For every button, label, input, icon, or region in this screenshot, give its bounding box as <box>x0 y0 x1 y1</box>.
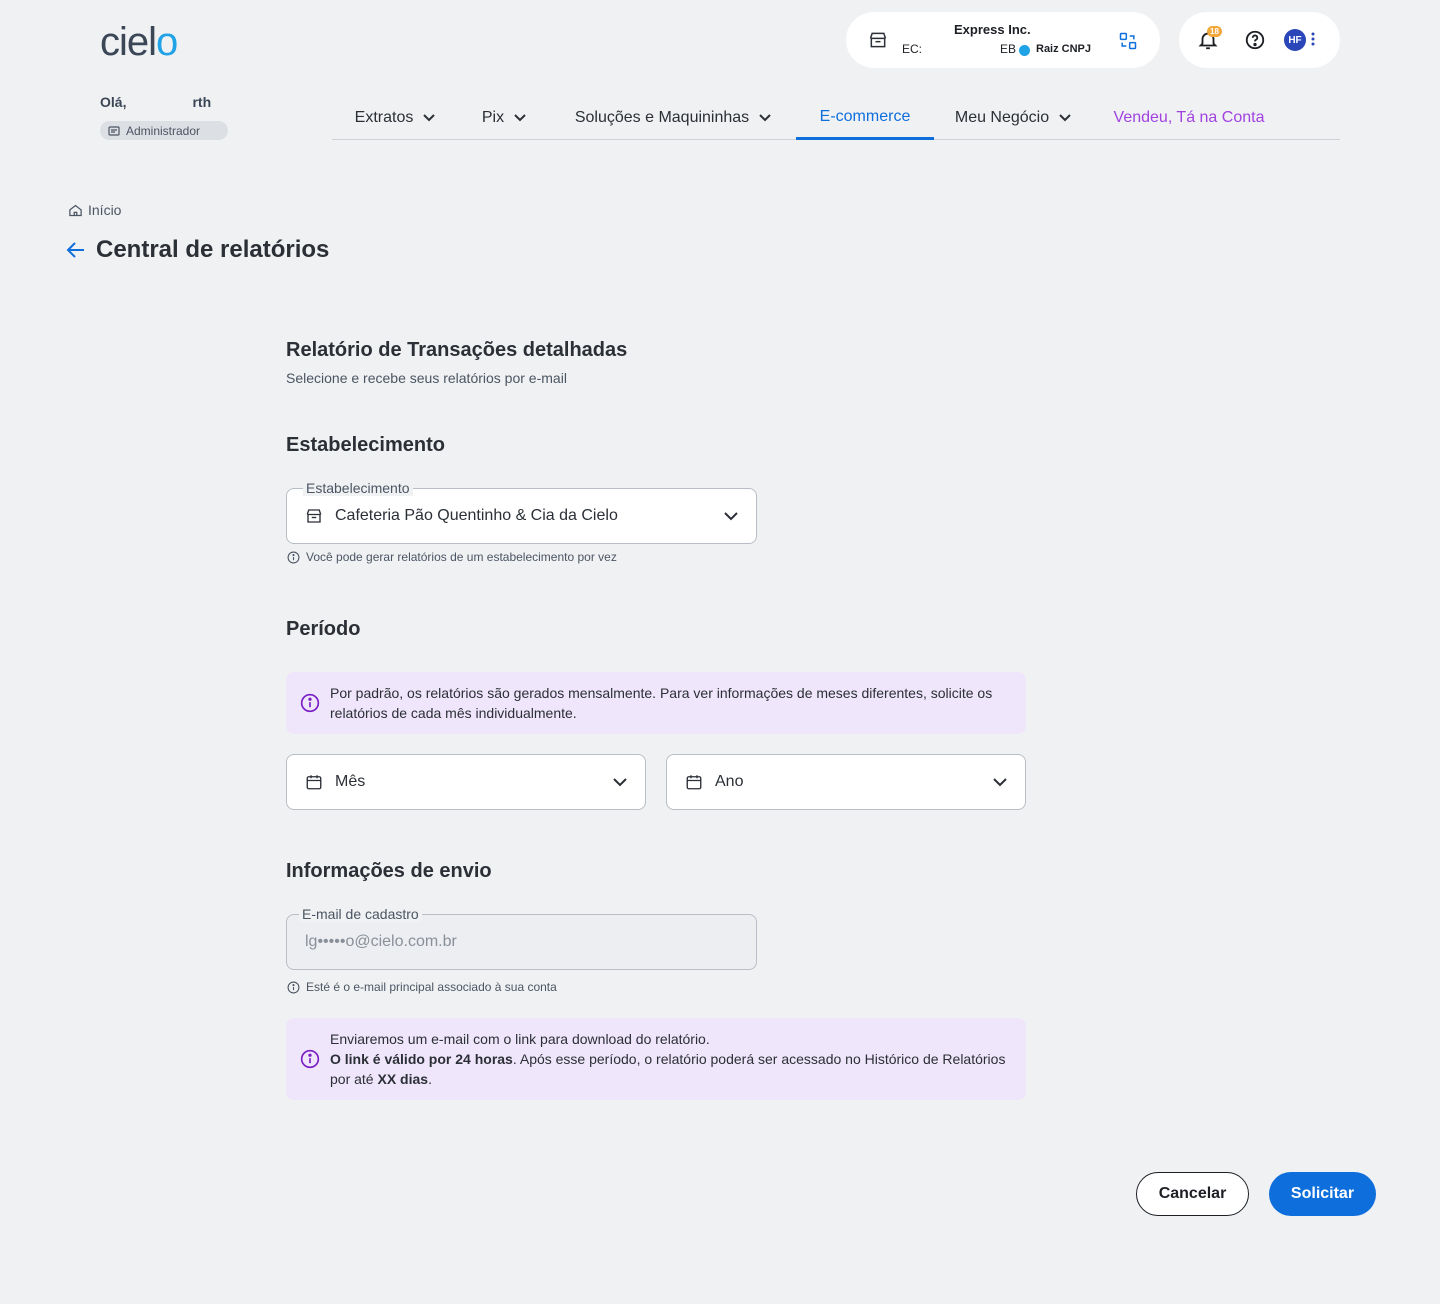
email-input <box>305 933 738 951</box>
redacted-ec-code <box>928 43 998 56</box>
shipping-section-title: Informações de envio <box>286 860 492 882</box>
switch-icon[interactable] <box>1118 31 1138 51</box>
establishment-value: Cafeteria Pão Quentinho & Cia da Cielo <box>335 507 618 524</box>
calendar-icon <box>305 773 323 791</box>
page-title: Central de relatórios <box>96 236 330 263</box>
avatar[interactable]: HF <box>1284 29 1306 51</box>
email-hint: Esté é o e-mail principal associado à sua conta <box>287 980 557 994</box>
ec-code-suffix: EB <box>1000 42 1017 56</box>
status-dot <box>1019 45 1030 56</box>
breadcrumb[interactable] <box>68 202 121 218</box>
info-icon <box>300 1049 320 1069</box>
email-field-label: E-mail de cadastro <box>299 906 422 922</box>
nav-item-4[interactable] <box>934 96 1092 139</box>
nav-item-label: Soluções e Maquininhas <box>574 108 750 126</box>
establishment-field-label: Estabelecimento <box>303 480 413 496</box>
cielo-logo[interactable]: cielo <box>100 20 178 64</box>
nav-item-0[interactable] <box>332 96 458 139</box>
report-title: Relatório de Transações detalhadas <box>286 339 628 361</box>
home-icon <box>68 203 83 218</box>
submit-button[interactable]: Solicitar <box>1269 1172 1376 1216</box>
year-select[interactable] <box>666 754 1026 810</box>
nav-item-label: Meu Negócio <box>954 108 1050 126</box>
period-info-box: Por padrão, os relatórios são gerados mensalmente. Para ver informações de meses diferentes, solicite os relatórios de cada mês individualmente. <box>286 672 1026 734</box>
company-name: Express Inc. <box>954 22 1031 37</box>
year-placeholder: Ano <box>715 773 744 790</box>
info-icon <box>287 981 300 994</box>
calendar-icon <box>685 773 703 791</box>
cancel-button[interactable]: Cancelar <box>1136 1172 1249 1216</box>
nav-item-5[interactable] <box>1092 96 1286 139</box>
breadcrumb-home[interactable]: Início <box>88 202 122 218</box>
more-vertical-icon[interactable] <box>1311 32 1315 46</box>
shipping-info-line1: Enviaremos um e-mail com o link para download do relatório. <box>330 1031 710 1047</box>
help-icon[interactable] <box>1244 29 1266 51</box>
header-actions <box>1179 12 1340 68</box>
establishment-switcher[interactable] <box>846 12 1160 68</box>
nav-item-label: Extratos <box>354 108 414 126</box>
info-icon <box>287 551 300 564</box>
email-field <box>286 914 757 970</box>
nav-item-label: Pix <box>481 108 505 126</box>
store-icon <box>868 30 888 50</box>
establishment-section-title: Estabelecimento <box>286 434 445 456</box>
nav-item-label: E-commerce <box>819 107 911 125</box>
shipping-info-box: Enviaremos um e-mail com o link para download do relatório. O link é válido por 24 horas. Após esse período, o relatório poderá ser acessado no Histórico de Relatórios por até XX dias. <box>286 1018 1026 1100</box>
store-icon <box>305 507 323 525</box>
raiz-cnpj-label: Raiz CNPJ <box>1036 43 1092 55</box>
shipping-info-mid: . Após esse período, o relatório poderá ser acessado no Histórico de Relatórios por até <box>330 1051 1006 1087</box>
greeting: Olá, rth <box>100 94 212 110</box>
month-select[interactable] <box>286 754 646 810</box>
nav-item-1[interactable] <box>458 96 550 139</box>
nav-item-3[interactable] <box>796 96 934 140</box>
establishment-select[interactable] <box>286 488 757 544</box>
shipping-info-bold1: O link é válido por 24 horas <box>330 1051 513 1067</box>
period-section-title: Período <box>286 618 361 640</box>
chevron-down-icon <box>759 114 771 122</box>
month-placeholder: Mês <box>335 773 366 790</box>
redacted-area <box>902 14 952 28</box>
ec-label: EC: <box>902 42 923 56</box>
back-arrow-icon[interactable] <box>66 241 86 259</box>
notification-badge: 18 <box>1207 26 1222 37</box>
chevron-down-icon <box>724 512 738 521</box>
chevron-down-icon <box>1059 114 1071 122</box>
shipping-info-bold2: XX dias <box>377 1071 429 1087</box>
main-nav <box>332 96 1340 140</box>
info-icon <box>300 693 320 713</box>
id-card-icon <box>108 126 120 136</box>
nav-item-label: Vendeu, Tá na Conta <box>1113 108 1265 126</box>
role-badge: Administrador <box>100 121 228 140</box>
nav-item-2[interactable] <box>550 96 796 139</box>
establishment-hint: Você pode gerar relatórios de um estabelecimento por vez <box>287 550 617 564</box>
chevron-down-icon <box>613 778 627 787</box>
chevron-down-icon <box>993 778 1007 787</box>
chevron-down-icon <box>514 114 526 122</box>
chevron-down-icon <box>423 114 435 122</box>
report-subtitle: Selecione e recebe seus relatórios por e-mail <box>286 370 567 386</box>
